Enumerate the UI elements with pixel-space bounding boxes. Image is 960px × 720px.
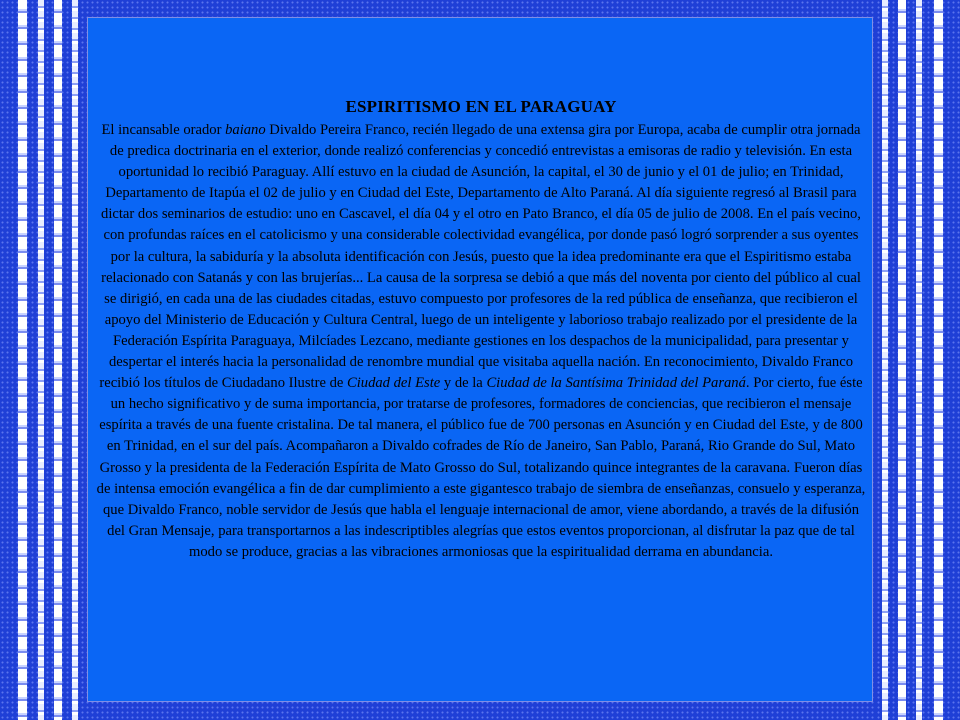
article — [88, 96, 874, 563]
article-text-segment-italic: baiano — [225, 122, 266, 138]
article-text-segment: El incansable orador — [101, 122, 226, 138]
right-stripe-3 — [916, 0, 922, 720]
right-stripe-1 — [882, 0, 888, 720]
article-text-segment: . Por cierto, fue éste un hecho significativo y de suma importancia, por tratarse de profesores, formadores de conciencias, que recibieron el mensaje espírita a través de una fuente cristalina. De tal manera, el público fue de 700 personas en Asunción y en Ciudad del Este, y de 800 en Trinidad, en el sur del país. Acompañaron a Divaldo cofrades de Río de Janeiro, San Pablo, Paraná, Rio Grande do Sul, Mato Grosso y la presidenta de la Federación Espírita de Mato Grosso do Sul, totalizando quince integrantes de la caravana. Fueron días de intensa emoción evangélica a fin de dar cumplimiento a este gigantesco trabajo de siembra de enseñanzas, consuelo y esperanza, que Divaldo Franco, noble servidor de Jesús que habla el lenguaje internacional de amor, viene abordando, a través de la difusión del Gran Mensaje, para transportarnos a las indescriptibles alegrías que estos eventos proporcionan, al disfrutar la paz que de tal modo se produce, gracias a las vibraciones armoniosas que la espiritualidad derrama en abundancia. — [96, 375, 866, 560]
left-stripe-1 — [18, 0, 27, 720]
left-stripe-4 — [72, 0, 78, 720]
left-stripe-3 — [54, 0, 62, 720]
right-decorative-border — [876, 0, 960, 720]
right-stripe-4 — [934, 0, 943, 720]
article-text-segment-italic: Ciudad de la Santísima Trinidad del Paraná — [486, 375, 746, 392]
article-text-segment-italic: Ciudad del Este — [347, 375, 441, 392]
article-text-segment: y de la — [440, 375, 487, 392]
left-stripe-2 — [38, 0, 44, 720]
content-panel — [87, 17, 873, 702]
article-body — [94, 120, 868, 563]
article-title: ESPIRITISMO EN EL PARAGUAY — [345, 97, 617, 116]
left-decorative-border — [0, 0, 84, 720]
article-text-segment: Divaldo Pereira Franco, recién llegado de una extensa gira por Europa, acaba de cumplir otra jornada de predica doctrinaria en el exterior, donde realizó conferencias y concedió entrevistas a emisoras de radio y televisión. En esta oportunidad lo recibió Paraguay. Allí estuvo en la ciudad de Asunción, la capital, el 30 de junio y el 01 de julio; en Trinidad, Departamento de Itapúa el 02 de julio y en Ciudad del Este, Departamento de Alto Paraná. Al día siguiente regresó al Brasil para dictar dos seminarios de estudio: uno en Cascavel, el día 04 y el otro en Pato Branco, el día 05 de julio de 2008. En el país vecino, con profundas raíces en el catolicismo y una considerable colectividad evangélica, por donde pasó logró sorprender a sus oyentes por la cultura, la sabiduría y la absoluta identificación con Jesús, puesto que la idea predominante era que el Espiritismo estaba relacionado con Satanás y con las brujerías... La causa de la sorpresa se debió a que más del noventa por ciento del público al cual se dirigió, en cada una de las ciudades citadas, estuvo compuesto por profesores de la red pública de enseñanza, que recibieron el apoyo del Ministerio de Educación y Cultura Central, luego de un inteligente y laborioso trabajo realizado por el presidente de la Federación Espírita Paraguaya, Milcíades Lezcano, mediante gestiones en los despachos de la municipalidad, para presentar y despertar el interés hacia la personalidad de renombre mundial que visitaba aquella nación. En reconocimiento, Divaldo Franco recibió los títulos de Ciudadano Ilustre de — [99, 122, 861, 392]
right-stripe-2 — [898, 0, 906, 720]
